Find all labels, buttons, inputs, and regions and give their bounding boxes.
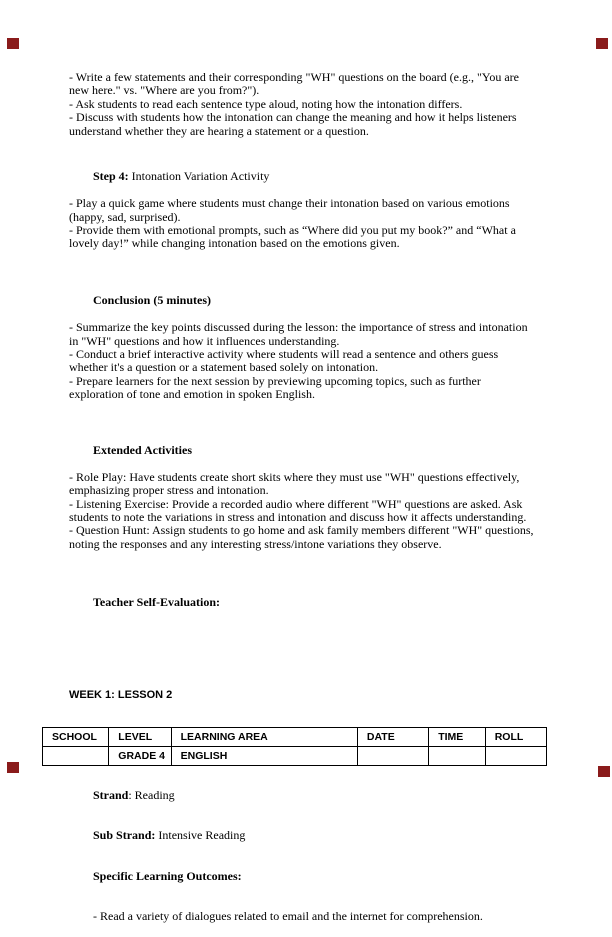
section-heading-line bbox=[69, 582, 547, 622]
corner-mark-bottom-right bbox=[598, 766, 610, 777]
corner-mark-top-left bbox=[7, 38, 19, 49]
text-line: - Prepare learners for the next session by previewing upcoming topics, such as further bbox=[69, 373, 481, 388]
text-line: - Role Play: Have students create short skits where they must use "WH" questions effectively, bbox=[69, 469, 520, 484]
text-line: understand whether they are hearing a statement or a question. bbox=[69, 123, 369, 138]
section-heading: Extended Activities bbox=[93, 442, 192, 457]
lesson-details bbox=[69, 776, 547, 937]
detail-value: : Reading bbox=[128, 788, 175, 803]
page-content bbox=[52, 70, 547, 937]
corner-mark-bottom-left bbox=[7, 762, 19, 773]
table-cell-school bbox=[43, 746, 109, 765]
detail-outcome-item bbox=[69, 896, 547, 936]
text-line: - Discuss with students how the intonation can change the meaning and how it helps listeners bbox=[69, 110, 517, 125]
section-teacher-self-evaluation bbox=[69, 582, 547, 622]
detail-label: Sub Strand: bbox=[93, 828, 156, 843]
text-line: lovely day!” while changing intonation based on the emotions given. bbox=[69, 236, 400, 251]
table-row bbox=[43, 746, 547, 765]
text-line: emphasizing proper stress and intonation. bbox=[69, 483, 269, 498]
text-line: whether it's a question or a statement based solely on intonation. bbox=[69, 360, 379, 375]
text-line: exploration of tone and emotion in spoken English. bbox=[69, 387, 315, 402]
section-heading-line bbox=[69, 281, 547, 321]
table-cell-roll bbox=[485, 746, 546, 765]
section-heading: Conclusion (5 minutes) bbox=[93, 293, 212, 308]
section-heading: Step 4: bbox=[93, 169, 129, 184]
detail-strand bbox=[69, 776, 547, 816]
text-line: - Conduct a brief interactive activity where students will read a sentence and others guess bbox=[69, 346, 499, 361]
text-line: - Ask students to read each sentence type aloud, noting how the intonation differs. bbox=[69, 96, 463, 111]
table-cell-time bbox=[429, 746, 485, 765]
table-header-school: SCHOOL bbox=[43, 727, 109, 746]
text-line: - Question Hunt: Assign students to go home and ask family members different "WH" questions, bbox=[69, 523, 534, 538]
table-cell-level: GRADE 4 bbox=[109, 746, 171, 765]
text-line: - Listening Exercise: Provide a recorded audio where different "WH" questions are asked. Ask bbox=[69, 496, 523, 511]
table-header-roll: ROLL bbox=[485, 727, 546, 746]
table-header-row bbox=[43, 727, 547, 746]
section-heading-line bbox=[69, 431, 547, 471]
text-line: - Provide them with emotional prompts, such as “Where did you put my book?” and “What a bbox=[69, 223, 516, 238]
table-cell-date bbox=[357, 746, 428, 765]
section-conclusion bbox=[69, 281, 547, 402]
table-cell-learning-area: ENGLISH bbox=[171, 746, 357, 765]
section-heading-line bbox=[69, 157, 547, 197]
table-header-level: LEVEL bbox=[109, 727, 171, 746]
table-header-learning-area: LEARNING AREA bbox=[171, 727, 357, 746]
text-line: - Play a quick game where students must change their intonation based on various emotions bbox=[69, 196, 510, 211]
text-line: new here." vs. "Where are you from?"). bbox=[69, 83, 260, 98]
text-line: students to note the variations in stress and intonation and discuss how it affects understanding. bbox=[69, 509, 527, 524]
text-line: - Write a few statements and their corresponding "WH" questions on the board (e.g., "You are bbox=[69, 70, 519, 84]
table-header-date: DATE bbox=[357, 727, 428, 746]
table-header-time: TIME bbox=[429, 727, 485, 746]
section-extended-activities bbox=[69, 431, 547, 552]
detail-sub-strand bbox=[69, 816, 547, 856]
detail-label: Strand bbox=[93, 788, 129, 803]
corner-mark-top-right bbox=[596, 38, 608, 49]
text-line: noting the responses and any interesting stress/intone variations they observe. bbox=[69, 536, 442, 551]
detail-value: Intensive Reading bbox=[155, 828, 246, 843]
section-heading: Teacher Self-Evaluation: bbox=[93, 594, 221, 609]
detail-label: Specific Learning Outcomes: bbox=[93, 868, 242, 883]
section-heading-rest: Intonation Variation Activity bbox=[128, 169, 270, 184]
lesson-info-table bbox=[42, 727, 547, 766]
lesson-info-table-wrap bbox=[42, 727, 547, 766]
text-line: in "WH" questions and how it influences understanding. bbox=[69, 333, 340, 348]
paragraph-board-statements bbox=[69, 71, 547, 138]
week-lesson-heading: WEEK 1: LESSON 2 bbox=[69, 689, 173, 702]
detail-value: - Read a variety of dialogues related to email and the internet for comprehension. bbox=[93, 908, 483, 923]
text-line: - Summarize the key points discussed during the lesson: the importance of stress and intonation bbox=[69, 320, 528, 335]
section-step-4 bbox=[69, 157, 547, 251]
text-line: (happy, sad, surprised). bbox=[69, 209, 181, 224]
detail-specific-learning-outcomes bbox=[69, 856, 547, 896]
